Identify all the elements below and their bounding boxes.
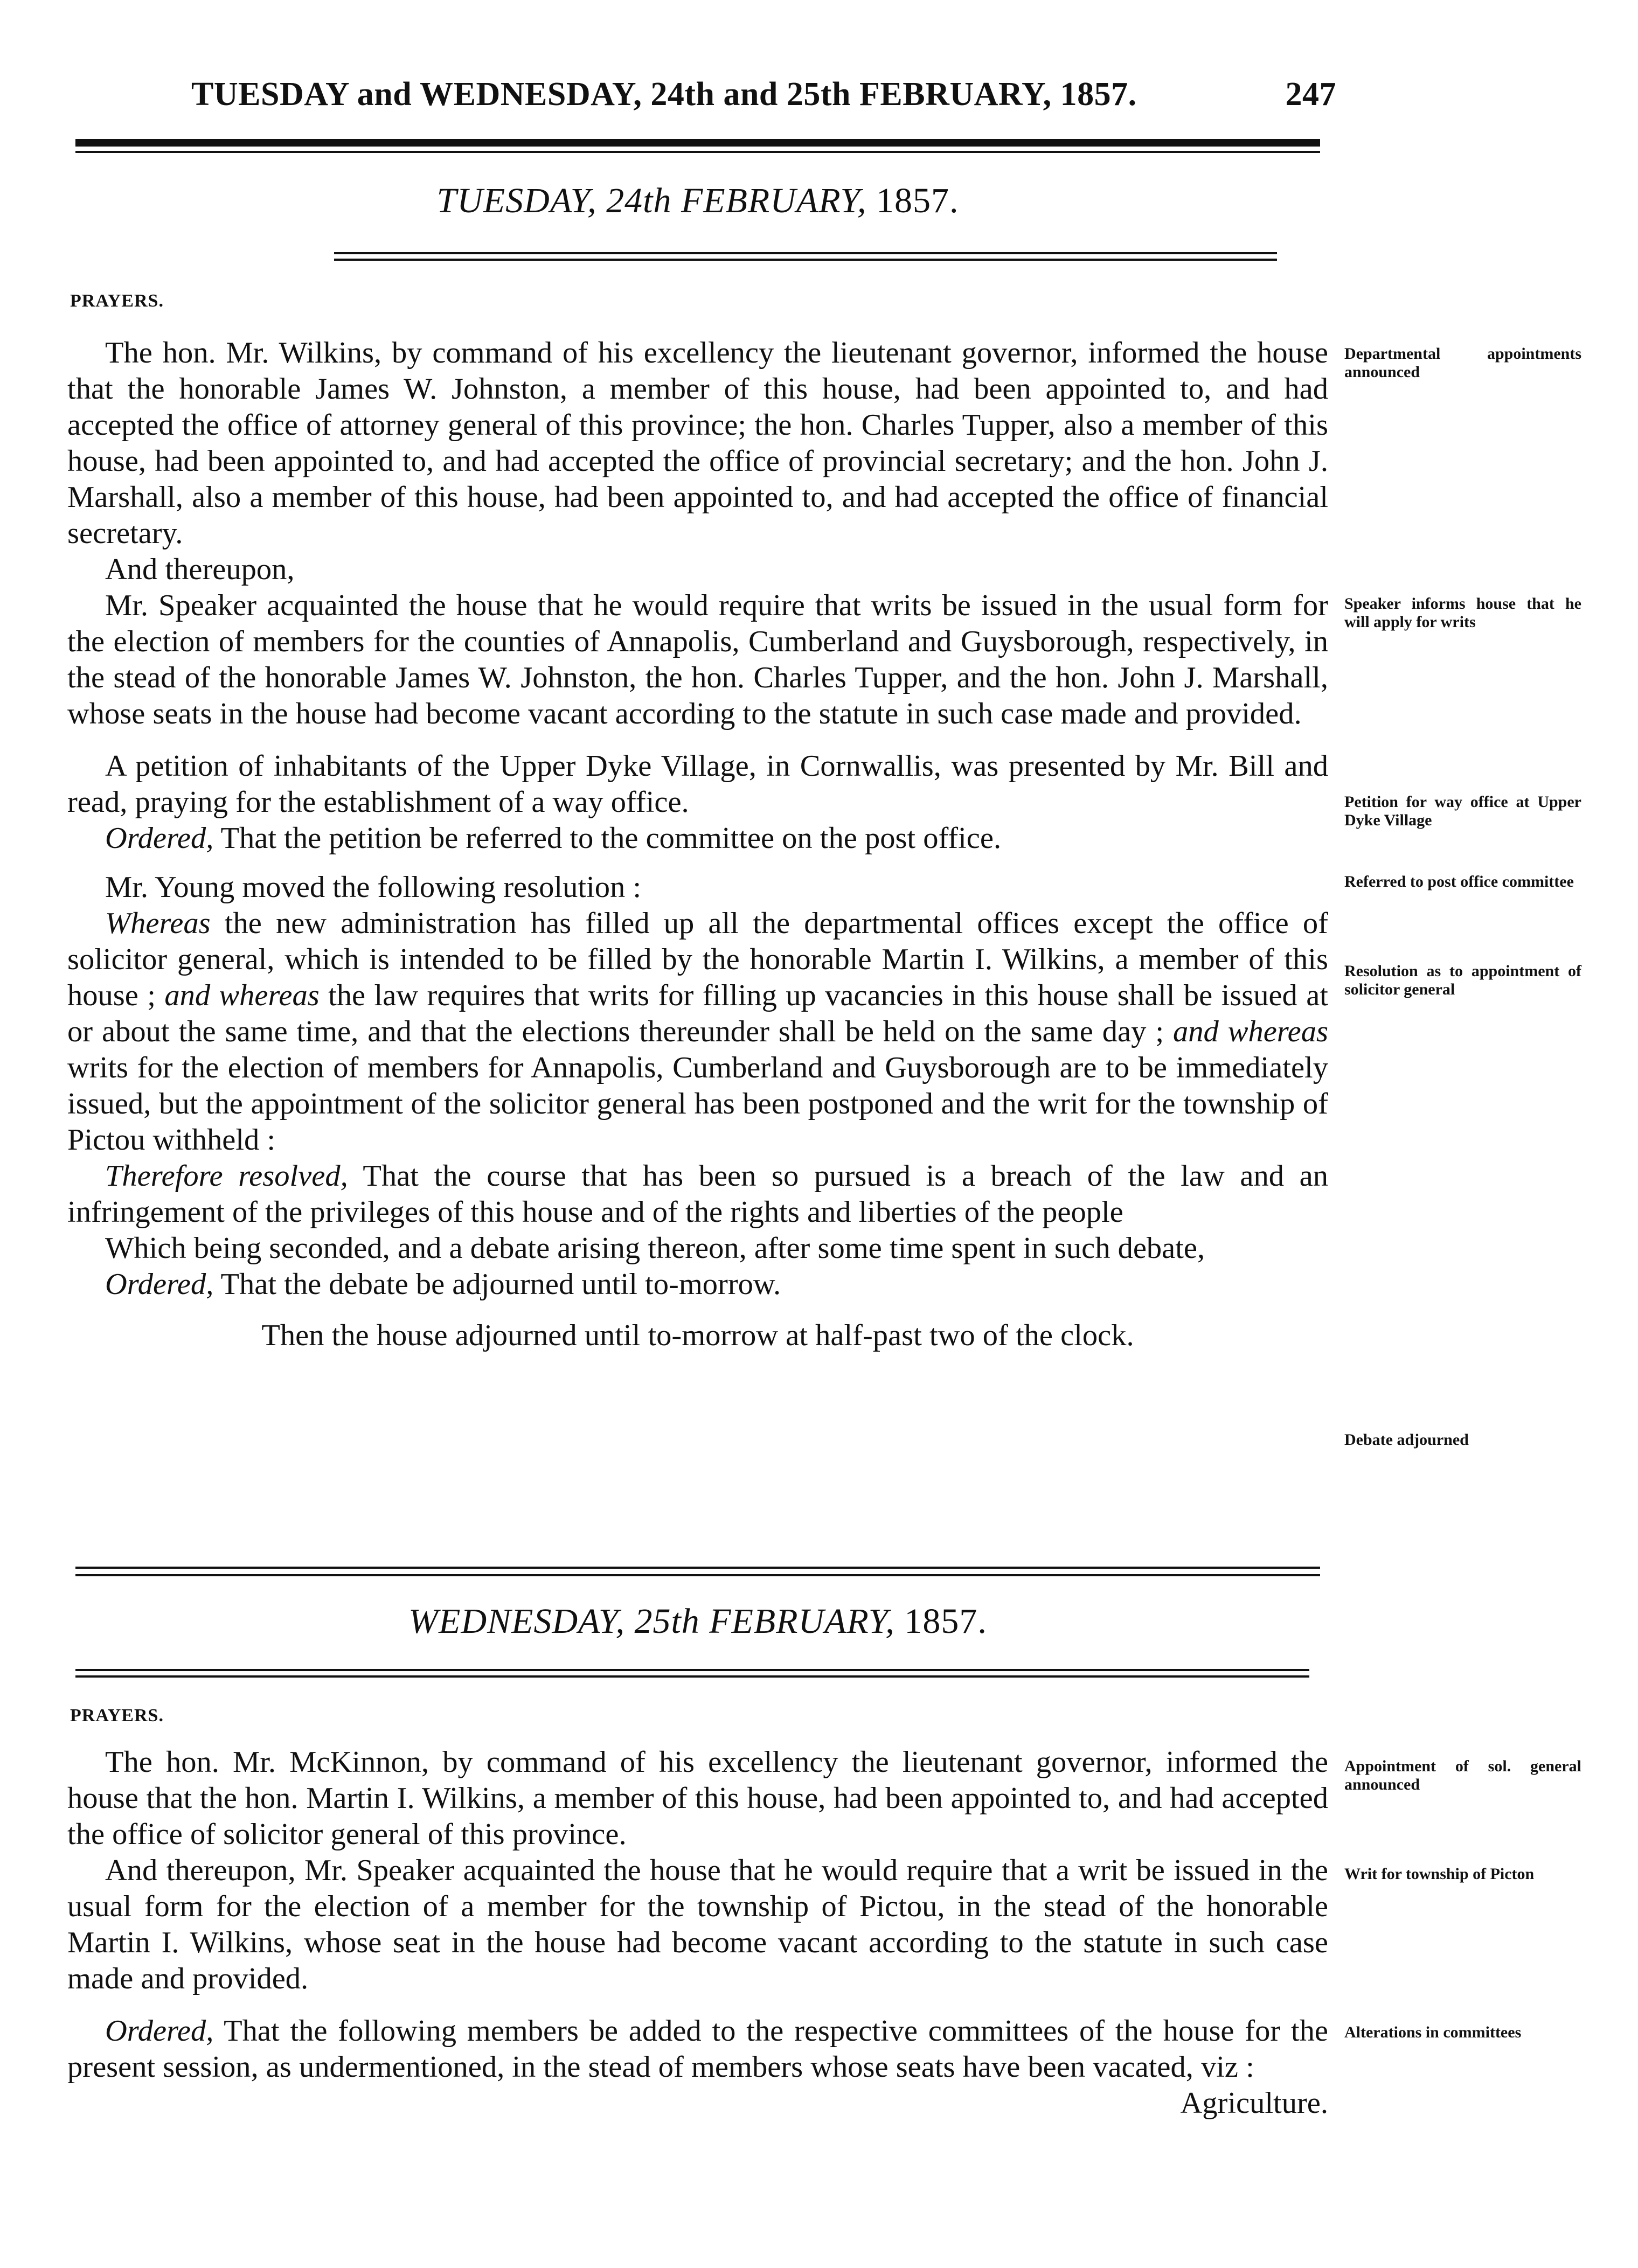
day2-prayers: PRAYERS.: [70, 1706, 164, 1726]
section-rule-bottom: [75, 1574, 1320, 1576]
margin-note-debate-adjourned: Debate adjourned: [1344, 1431, 1469, 1449]
day2-paragraph-3: [67, 2013, 1328, 2085]
section-rule-top: [75, 1567, 1320, 1569]
day1-paragraph-10: [67, 1267, 1328, 1303]
day1-paragraph-8: [67, 1158, 1328, 1230]
day1-paragraph-2: And thereupon,: [105, 553, 295, 586]
day1-body: [67, 335, 1328, 1354]
ordered-lead: Ordered,: [105, 2014, 214, 2048]
margin-note-petition-way-office: Petition for way office at Upper Dyke Village: [1344, 793, 1581, 829]
spacer: [67, 857, 1328, 869]
running-title: TUESDAY and WEDNESDAY, 24th and 25th FEBRUARY, 1857.: [191, 76, 1137, 113]
day1-paragraph-3: Mr. Speaker acquainted the house that he would require that writs be issued in the usual form for the election of members for the counties of Annapolis, Cumberland and Guysborough, respectively, in the stead of the honorable James W. Johnston, the hon. Charles Tupper, and the hon. John J. Marshall, whose seats in the house had become vacant according to the statute in such case made and provided.: [67, 589, 1328, 731]
day2-paragraph-1: The hon. Mr. McKinnon, by command of his excellency the lieutenant governor, informed the house that the hon. Martin I. Wilkins, a member of this house, had been appointed to, and had accepted the office of solicitor general of this province.: [67, 1745, 1328, 1851]
day2-rule-bottom: [75, 1675, 1309, 1678]
day1-paragraph-9: Which being seconded, and a debate arising thereon, after some time spent in such debate,: [105, 1232, 1205, 1265]
margin-note-sol-general-appointment: Appointment of sol. general announced: [1344, 1757, 1581, 1793]
day1-title: [75, 180, 1320, 221]
day1-title-text: TUESDAY, 24th FEBRUARY,: [436, 181, 867, 220]
day2-rule-top: [75, 1669, 1309, 1671]
day2-title-text: WEDNESDAY, 25th FEBRUARY,: [408, 1602, 895, 1641]
day2-title-year: 1857.: [904, 1602, 987, 1641]
day1-paragraph-1: The hon. Mr. Wilkins, by command of his excellency the lieutenant governor, informed the house that the honorable James W. Johnston, a member of this house, had been appointed to, and had accepted the office of attorney general of this province; the hon. Charles Tupper, also a member of this house, had been appointed to, and had accepted the office of provincial secretary; and the hon. John J. Marshall, also a member of this house, had been appointed to, and had accepted the office of financial secretary.: [67, 336, 1328, 550]
day2-paragraph-2: And thereupon, Mr. Speaker acquainted the house that he would require that a writ be issued in the usual form for the election of a member for the township of Pictou, in the stead of the honorable Martin I. Wilkins, whose seat in the house had become vacant according to the statute in such case made and provided.: [67, 1854, 1328, 1995]
day2-title: [75, 1601, 1320, 1642]
day1-paragraph-11: Then the house adjourned until to-morrow at half-past two of the clock.: [261, 1319, 1134, 1352]
day1-paragraph-4: A petition of inhabitants of the Upper Dyke Village, in Cornwallis, was presented by Mr. Bill and read, praying for the establishment of a way office.: [67, 749, 1328, 819]
ordered-text: That the debate be adjourned until to-morrow.: [213, 1268, 781, 1301]
spacer: [67, 732, 1328, 748]
resolution-text-c: writs for the election of members for Annapolis, Cumberland and Guysborough are to be immediately issued, but the appointment of the solicitor general has been postponed and the writ for the township of Pictou withheld :: [67, 1051, 1328, 1157]
resolution-text-b: the law requires that writs for filling up vacancies in this house shall be issued at or about the same time, and that the elections thereunder shall be held on the same day ;: [67, 979, 1328, 1048]
header-rule-thick: [75, 139, 1320, 147]
margin-note-writ-picton: Writ for township of Picton: [1344, 1865, 1535, 1883]
margin-note-referred-post-office: Referred to post office committee: [1344, 873, 1574, 890]
margin-note-committee-alterations: Alterations in committees: [1344, 2023, 1522, 2041]
and-whereas-2: and whereas: [1173, 1015, 1328, 1048]
ordered-text: That the petition be referred to the committee on the post office.: [213, 822, 1002, 855]
day1-rule-bottom: [334, 259, 1277, 261]
page-number: 247: [1285, 76, 1336, 113]
running-head: [129, 75, 1336, 124]
ordered-text: That the following members be added to the respective committees of the house for the present session, as undermentioned, in the stead of members whose seats have been vacated, viz :: [67, 2014, 1328, 2084]
spacer: [67, 1303, 1328, 1318]
margin-note-departmental-appointments: Departmental appointments announced: [1344, 345, 1581, 381]
day2-body: [67, 1744, 1328, 2121]
margin-note-resolution-solicitor: Resolution as to appointment of solicitor general: [1344, 962, 1581, 998]
therefore-resolved-lead: Therefore resolved,: [105, 1159, 348, 1193]
resolution-text-a: the new administration has filled up all the departmental offices except the office of solicitor general, which is intended to be filled by the honorable Martin I. Wilkins, a member of this house ;: [67, 907, 1328, 1012]
day1-paragraph-6: Mr. Young moved the following resolution :: [105, 871, 642, 904]
day1-paragraph-7: [67, 906, 1328, 1158]
day1-title-year: 1857.: [876, 181, 959, 220]
header-rule-thin: [75, 151, 1320, 153]
day2-committee-heading: Agriculture.: [1180, 2086, 1328, 2120]
day1-prayers: PRAYERS.: [70, 291, 164, 311]
spacer: [67, 1997, 1328, 2013]
ordered-lead: Ordered,: [105, 822, 214, 855]
ordered-lead: Ordered,: [105, 1268, 214, 1301]
whereas-lead: Whereas: [105, 907, 211, 940]
margin-note-speaker-writs: Speaker informs house that he will apply for writs: [1344, 595, 1581, 631]
and-whereas-1: and whereas: [164, 979, 320, 1012]
day1-rule-top: [334, 252, 1277, 254]
resolved-text: That the course that has been so pursued is a breach of the law and an infringement of the privileges of this house and of the rights and liberties of the people: [67, 1159, 1328, 1229]
day1-paragraph-5: [67, 820, 1328, 857]
